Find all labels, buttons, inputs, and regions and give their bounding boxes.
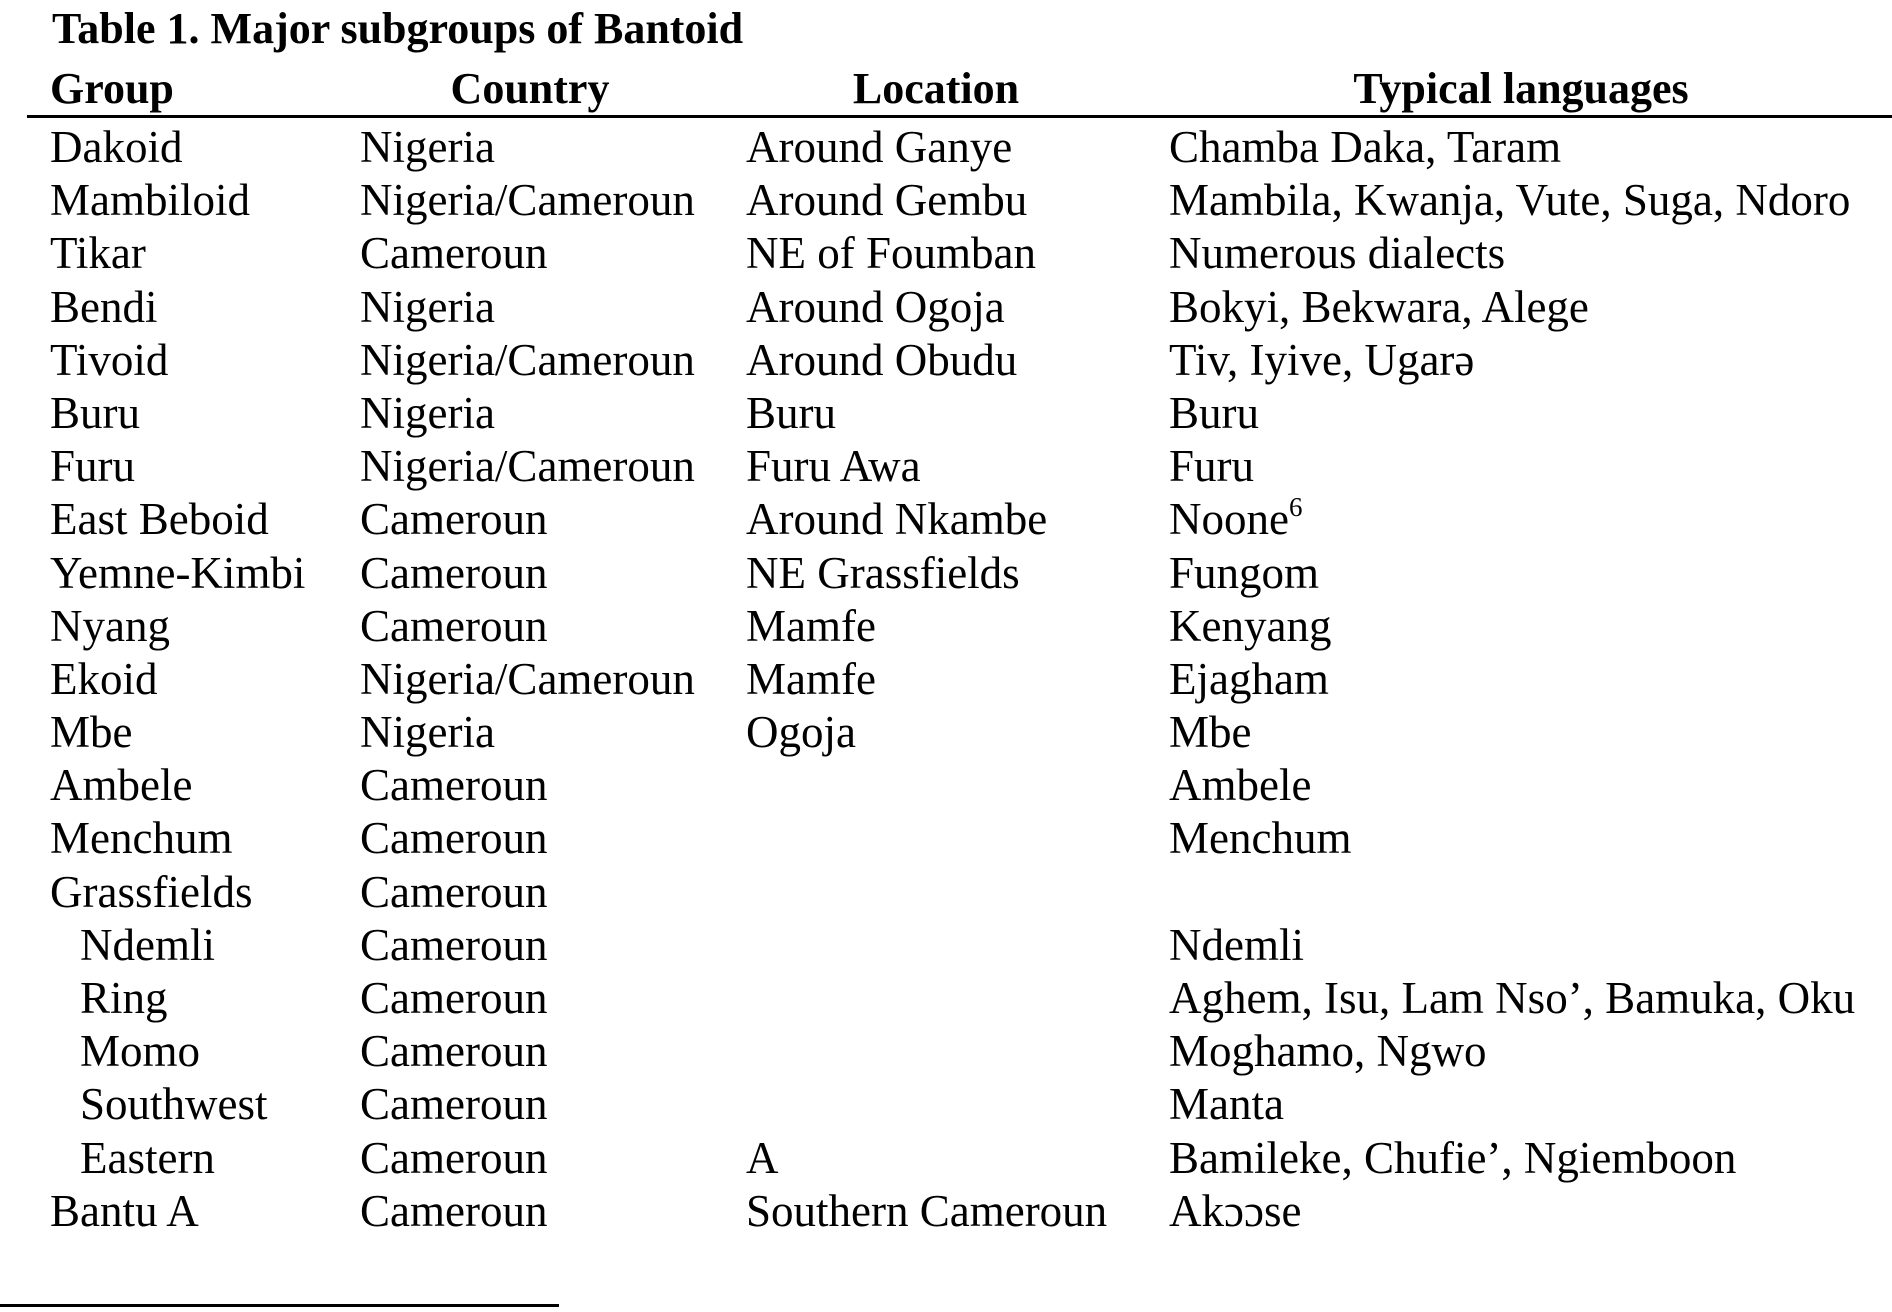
cell-location: Around Ganye	[746, 122, 1013, 172]
cell-country: Cameroun	[360, 866, 548, 917]
languages-text: Kenyang	[1169, 600, 1332, 651]
cell-typical-languages	[1169, 919, 1304, 972]
cell-typical-languages	[1169, 121, 1561, 174]
cell-location: NE Grassfields	[746, 547, 1020, 598]
cell-typical-languages	[1169, 706, 1252, 759]
cell-location: Around Gembu	[746, 175, 1028, 226]
table-row	[0, 547, 1892, 600]
languages-text: Chamba Daka, Taram	[1169, 122, 1562, 172]
cell-country: Nigeria/Cameroun	[360, 653, 695, 704]
cell-group: Ekoid	[50, 653, 158, 704]
languages-text: Aghem, Isu, Lam Nso’, Bamuka, Oku	[1169, 973, 1856, 1023]
cell-group: Bendi	[50, 281, 158, 332]
cell-group: Grassfields	[50, 866, 253, 917]
cell-typical-languages	[1169, 174, 1850, 227]
cell-country: Nigeria/Cameroun	[360, 334, 695, 385]
cell-typical-languages	[1169, 547, 1319, 600]
cell-location: Around Nkambe	[746, 494, 1048, 545]
table-row	[0, 866, 1892, 919]
table-row	[0, 706, 1892, 759]
cell-country: Nigeria	[360, 707, 495, 758]
languages-text: Bamileke, Chufie’, Ngiemboon	[1169, 1132, 1737, 1183]
table-row	[0, 493, 1892, 546]
cell-country: Cameroun	[360, 600, 548, 651]
header-group: Group	[50, 64, 174, 113]
table-row	[0, 440, 1892, 493]
languages-text: Ndemli	[1169, 919, 1304, 970]
table-row	[0, 174, 1892, 227]
footnote-rule	[0, 1304, 559, 1307]
cell-typical-languages	[1169, 653, 1329, 706]
cell-location: Mamfe	[746, 653, 876, 704]
cell-country: Nigeria/Cameroun	[360, 441, 695, 492]
languages-text: Bokyi, Bekwara, Alege	[1169, 281, 1589, 332]
table-row	[0, 334, 1892, 387]
cell-country: Cameroun	[360, 813, 548, 864]
languages-text: Furu	[1169, 441, 1255, 492]
cell-country: Cameroun	[360, 1132, 548, 1183]
cell-group: Menchum	[50, 813, 233, 864]
languages-text: Akɔɔse	[1169, 1185, 1302, 1236]
cell-typical-languages	[1169, 972, 1855, 1025]
cell-subgroup: Southwest	[80, 1079, 268, 1130]
table-row	[0, 227, 1892, 280]
cell-country: Cameroun	[360, 1026, 548, 1077]
cell-group: Nyang	[50, 600, 170, 651]
languages-text: Manta	[1169, 1079, 1284, 1130]
cell-subgroup: Eastern	[80, 1132, 215, 1183]
header-location: Location	[852, 64, 1020, 113]
languages-text: Buru	[1169, 387, 1259, 438]
cell-group: East Beboid	[50, 494, 269, 545]
languages-text: Menchum	[1169, 813, 1352, 864]
cell-country: Cameroun	[360, 760, 548, 811]
languages-text: Mbe	[1169, 707, 1252, 758]
cell-location: Ogoja	[746, 707, 856, 758]
cell-location: A	[746, 1132, 779, 1183]
header-country: Country	[450, 64, 610, 113]
table-row	[0, 1185, 1892, 1238]
cell-subgroup: Momo	[80, 1026, 201, 1077]
cell-country: Nigeria	[360, 122, 495, 172]
table-row	[0, 759, 1892, 812]
footnote-marker[interactable]: 6	[1288, 492, 1303, 523]
cell-country: Cameroun	[360, 228, 548, 279]
cell-location: Southern Cameroun	[746, 1185, 1108, 1236]
cell-group: Tikar	[50, 228, 146, 279]
cell-country: Nigeria	[360, 387, 495, 438]
table-row	[0, 121, 1892, 174]
cell-country: Cameroun	[360, 494, 548, 545]
cell-typical-languages	[1169, 812, 1351, 865]
cell-typical-languages	[1169, 281, 1589, 334]
languages-text: Fungom	[1169, 547, 1320, 598]
header-typical-languages: Typical languages	[1353, 64, 1689, 113]
languages-text: Ejagham	[1169, 653, 1329, 704]
cell-typical-languages	[1169, 1185, 1301, 1238]
cell-typical-languages	[1169, 759, 1311, 812]
cell-country: Cameroun	[360, 1079, 548, 1130]
table-row	[0, 1078, 1892, 1131]
table-title: Table 1. Major subgroups of Bantoid	[52, 4, 744, 53]
cell-subgroup: Ndemli	[80, 919, 215, 970]
cell-country: Cameroun	[360, 547, 548, 598]
cell-location: Around Ogoja	[746, 281, 1005, 332]
cell-typical-languages	[1169, 1132, 1736, 1185]
table-row	[0, 919, 1892, 972]
languages-text: Ambele	[1169, 760, 1312, 811]
cell-country: Cameroun	[360, 1185, 548, 1236]
cell-typical-languages	[1169, 1025, 1486, 1078]
table-row	[0, 600, 1892, 653]
header-rule	[27, 115, 1892, 118]
cell-group: Mbe	[50, 707, 133, 758]
table-row	[0, 281, 1892, 334]
table-body	[0, 121, 1892, 1238]
table-row	[0, 387, 1892, 440]
cell-location: Furu Awa	[746, 441, 921, 492]
table-row	[0, 1025, 1892, 1078]
cell-location: Mamfe	[746, 600, 876, 651]
cell-subgroup: Ring	[80, 973, 168, 1023]
cell-country: Nigeria/Cameroun	[360, 175, 695, 226]
cell-typical-languages	[1169, 493, 1302, 546]
cell-group: Dakoid	[50, 122, 183, 172]
cell-typical-languages	[1169, 600, 1331, 653]
table-row	[0, 812, 1892, 865]
cell-typical-languages	[1169, 440, 1254, 493]
cell-location: Buru	[746, 387, 836, 438]
cell-group: Ambele	[50, 760, 193, 811]
cell-group: Yemne-Kimbi	[50, 547, 306, 598]
cell-country: Nigeria	[360, 281, 495, 332]
cell-group: Mambiloid	[50, 175, 250, 226]
cell-group: Furu	[50, 441, 136, 492]
cell-group: Buru	[50, 387, 140, 438]
cell-group: Tivoid	[50, 334, 169, 385]
table-row	[0, 1132, 1892, 1185]
cell-location: NE of Foumban	[746, 228, 1036, 279]
cell-typical-languages	[1169, 1078, 1284, 1131]
cell-typical-languages	[1169, 227, 1505, 280]
cell-typical-languages	[1169, 387, 1259, 440]
languages-text: Noone	[1169, 494, 1289, 545]
languages-text: Numerous dialects	[1169, 228, 1506, 279]
cell-group: Bantu A	[50, 1185, 199, 1236]
cell-country: Cameroun	[360, 973, 548, 1023]
table-row	[0, 653, 1892, 706]
cell-typical-languages	[1169, 334, 1474, 387]
table-row	[0, 972, 1892, 1025]
languages-text: Mambila, Kwanja, Vute, Suga, Ndoro	[1169, 175, 1851, 226]
languages-text: Moghamo, Ngwo	[1169, 1026, 1487, 1077]
cell-location: Around Obudu	[746, 334, 1018, 385]
cell-country: Cameroun	[360, 919, 548, 970]
languages-text: Tiv, Iyive, Ugarə	[1169, 334, 1475, 385]
